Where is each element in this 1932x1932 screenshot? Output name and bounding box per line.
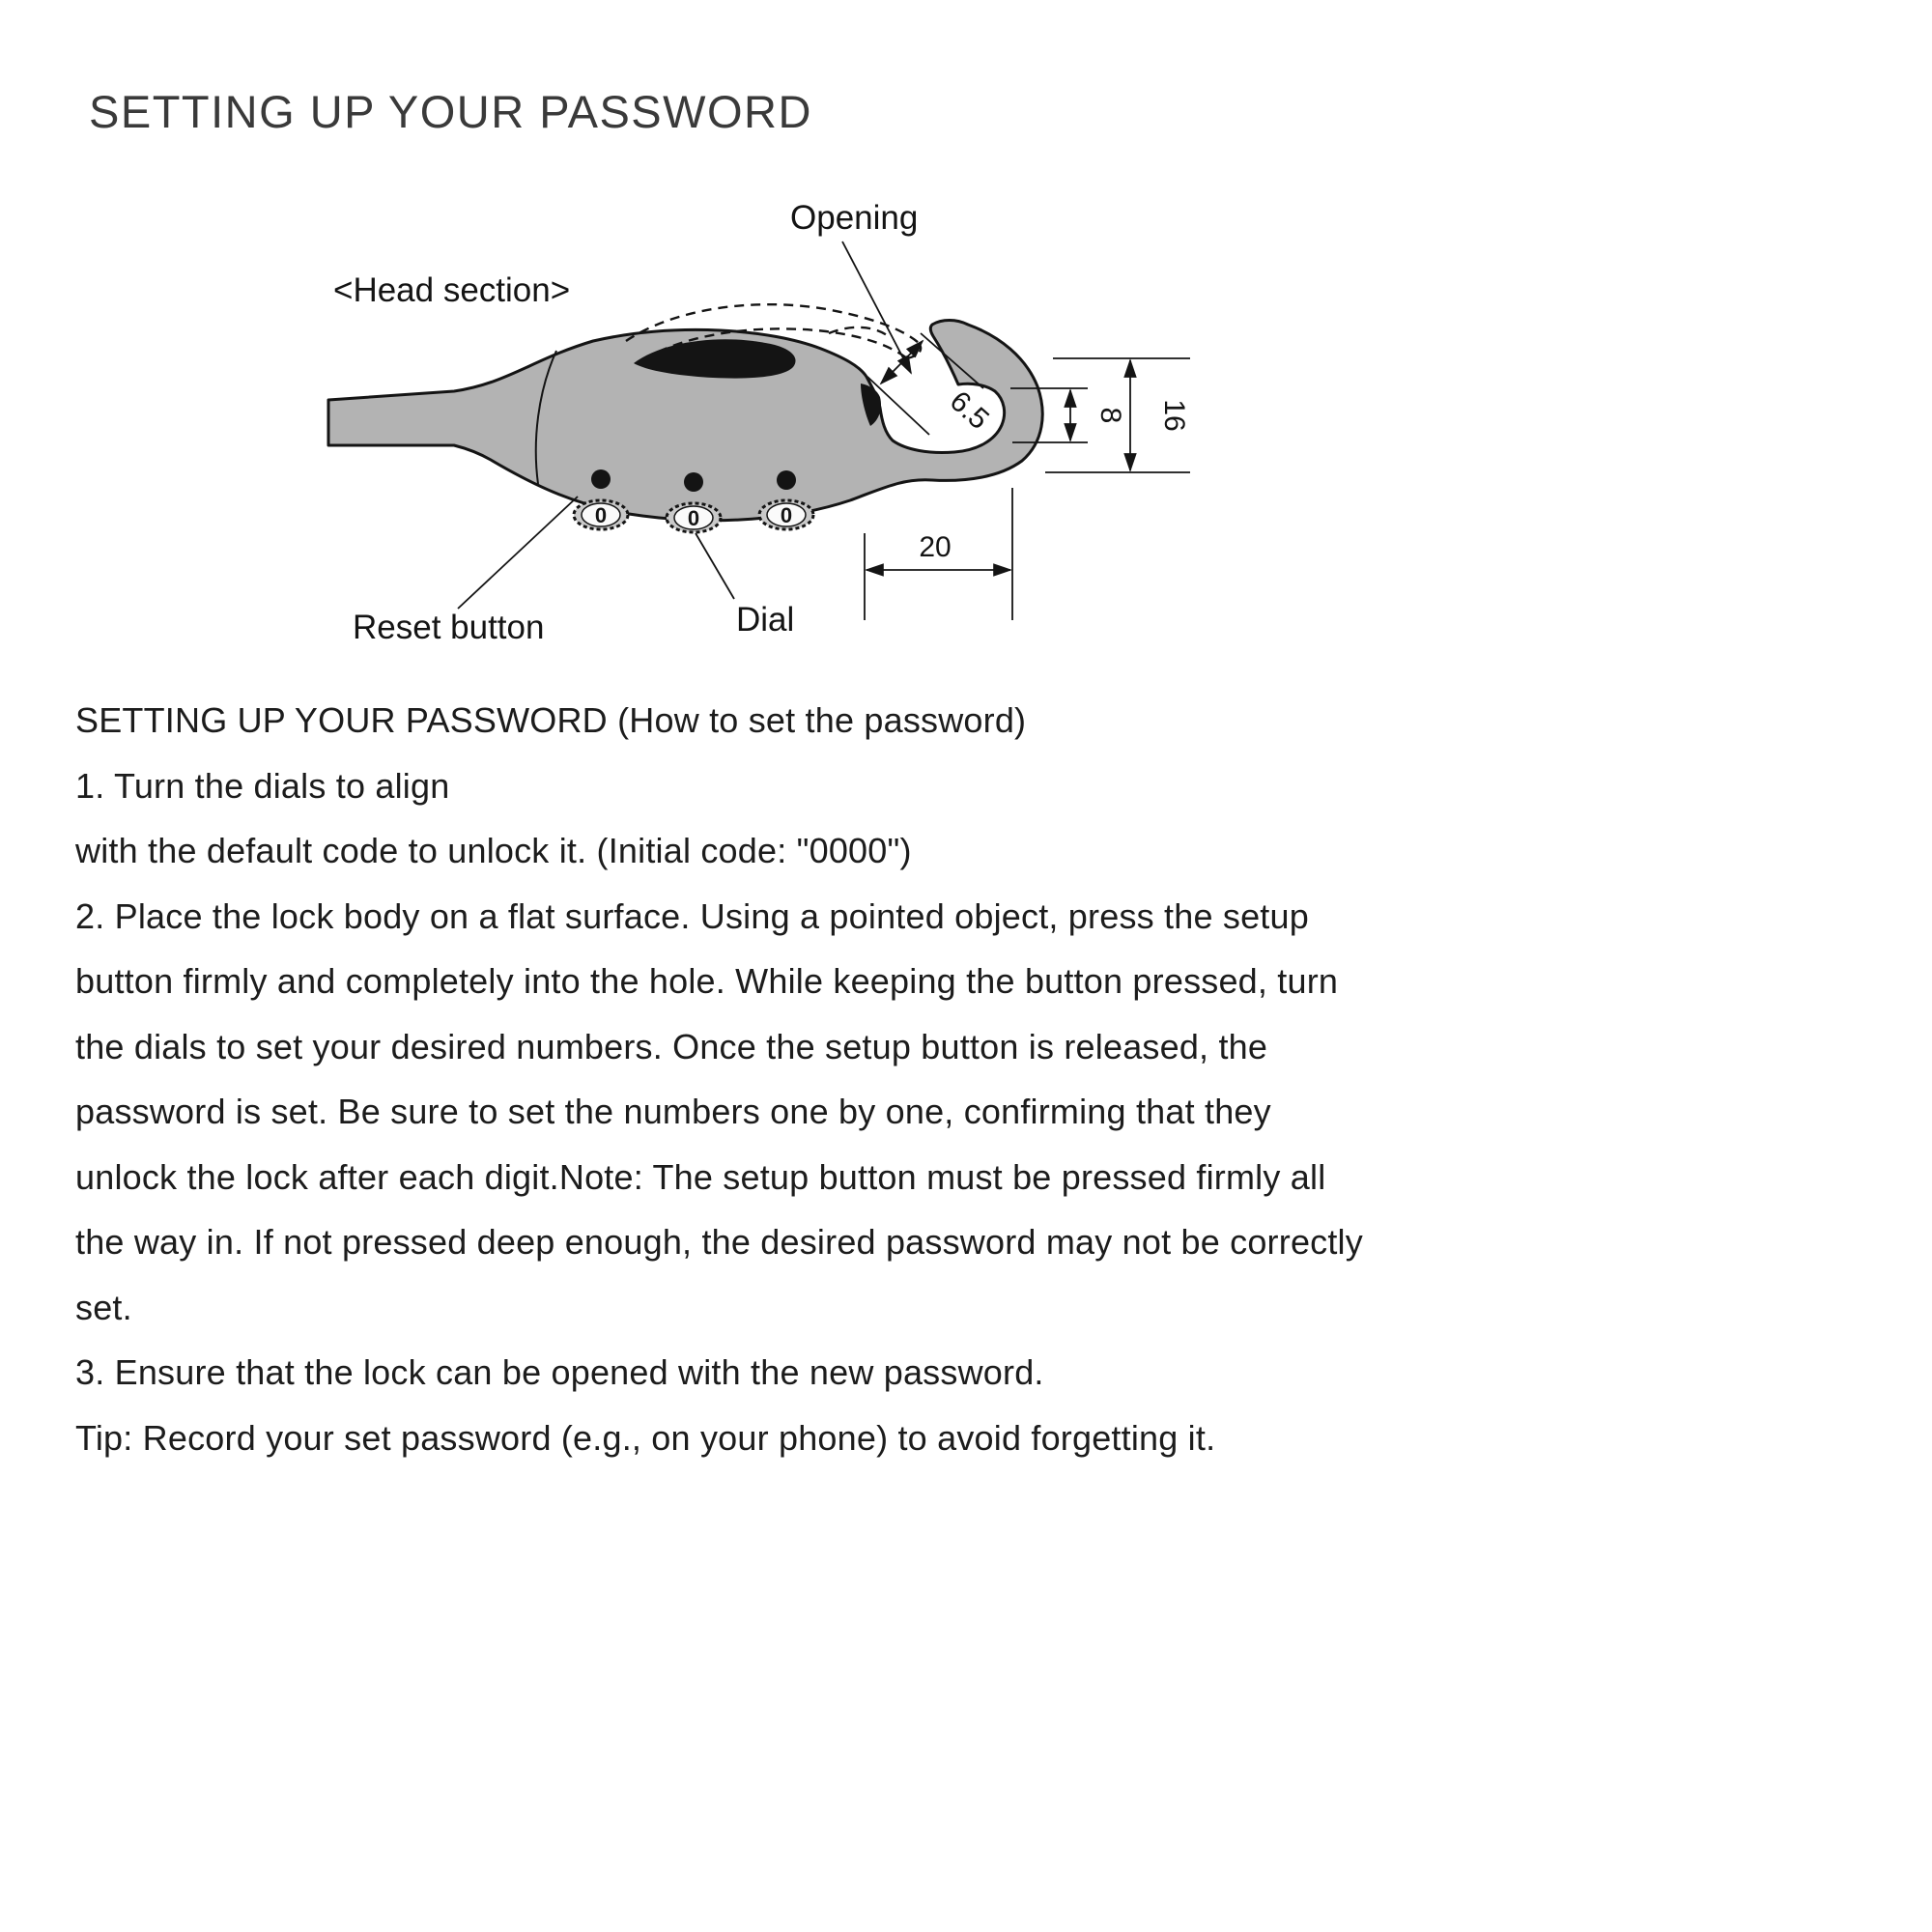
reset-hole: [591, 469, 611, 489]
instruction-line: unlock the lock after each digit.Note: The setup button must be pressed firmly all: [75, 1156, 1326, 1197]
opening-leader-line: [842, 242, 911, 373]
instruction-line: 2. Place the lock body on a flat surface. Using a pointed object, press the setup: [75, 895, 1309, 936]
instruction-line: set.: [75, 1287, 132, 1327]
opening-label: Opening: [790, 199, 919, 237]
dials: [574, 500, 813, 532]
dial-label: Dial: [736, 601, 795, 639]
reset-button-leader-line: [458, 497, 578, 609]
instruction-line: SETTING UP YOUR PASSWORD (How to set the password): [75, 700, 1027, 740]
dimension-head-length-value: 20: [919, 531, 952, 563]
dimension-outer-height-value: 16: [1158, 399, 1190, 432]
reset-hole: [777, 470, 796, 490]
instruction-line: the dials to set your desired numbers. Once the setup button is released, the: [75, 1026, 1268, 1066]
reset-hole: [684, 472, 703, 492]
head-section-label: <Head section>: [333, 271, 571, 309]
dial-value: 0: [780, 503, 793, 527]
instruction-line: 1. Turn the dials to align: [75, 765, 450, 806]
dial: [574, 500, 628, 529]
instruction-line: the way in. If not pressed deep enough, the desired password may not be correctly: [75, 1222, 1363, 1262]
dial-value: 0: [687, 506, 700, 530]
page-title: SETTING UP YOUR PASSWORD: [89, 86, 812, 137]
reset-button-label: Reset button: [353, 609, 545, 646]
instruction-line: with the default code to unlock it. (Initial code: "0000"): [75, 831, 912, 870]
instruction-line: 3. Ensure that the lock can be opened with the new password.: [75, 1352, 1044, 1392]
dial-value: 0: [594, 503, 608, 527]
dimension-opening-gap-value: 6.5: [943, 384, 995, 437]
dial: [667, 503, 721, 532]
dimension-inner-height-value: 8: [1094, 407, 1126, 424]
instructions-text-block: [75, 688, 1891, 1470]
instruction-line: button firmly and completely into the hole. While keeping the button pressed, turn: [75, 961, 1339, 1001]
lock-diagram: [0, 0, 1256, 676]
dial: [759, 500, 813, 529]
instruction-line: password is set. Be sure to set the numbers one by one, confirming that they: [75, 1092, 1271, 1131]
instruction-line: Tip: Record your set password (e.g., on your phone) to avoid forgetting it.: [75, 1417, 1216, 1458]
dial-leader-line: [696, 533, 734, 599]
